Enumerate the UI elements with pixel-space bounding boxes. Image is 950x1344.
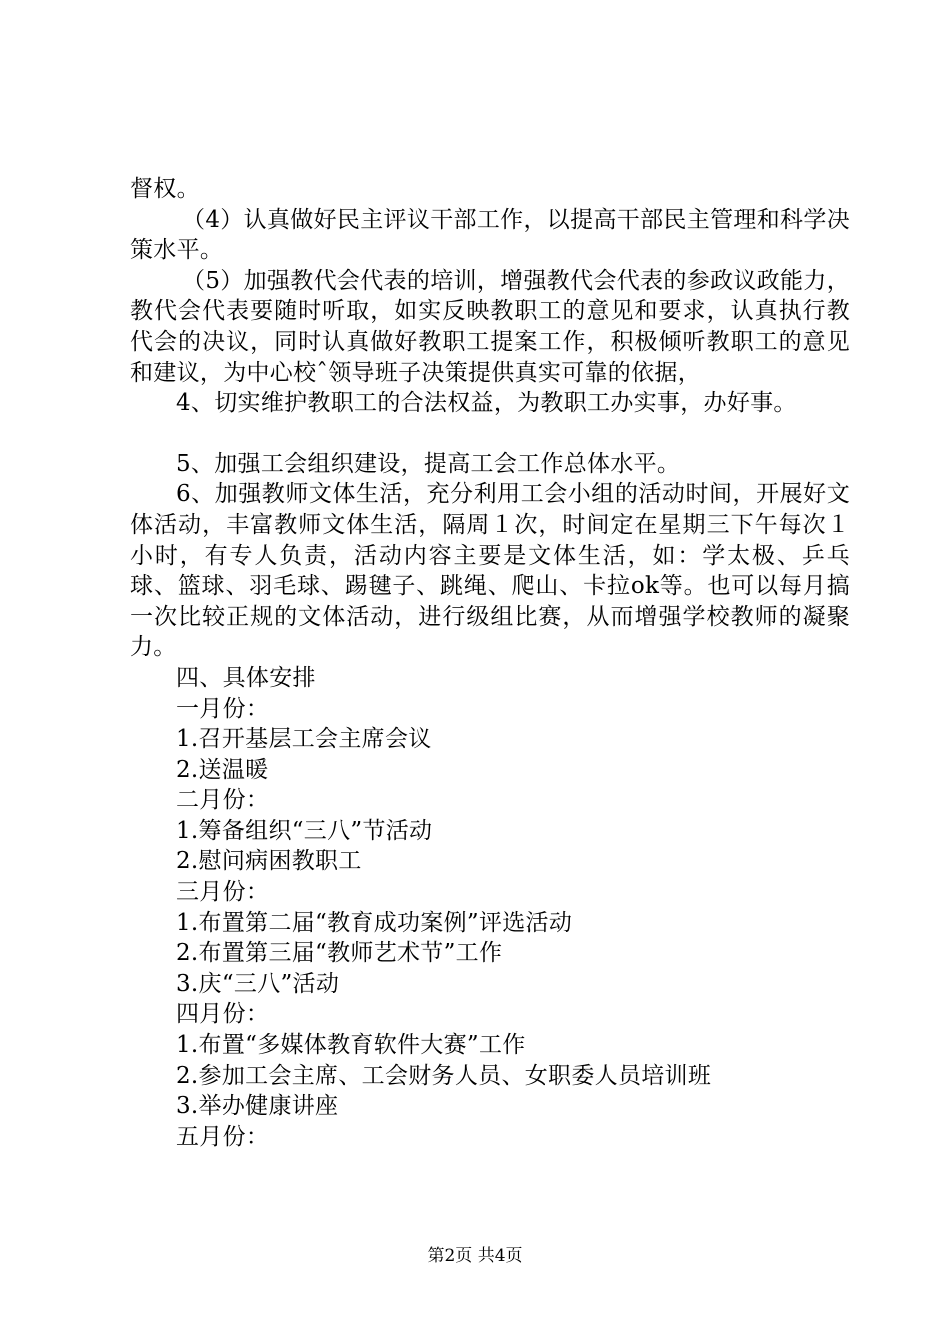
schedule-item: 1.筹备组织“三八”节活动 xyxy=(176,817,433,844)
schedule-item: 2.慰问病困教职工 xyxy=(176,848,362,875)
schedule-month-feb: 二月份： xyxy=(176,787,270,814)
schedule-heading: 四、具体安排 xyxy=(176,664,316,691)
schedule-item: 1.布置“多媒体教育软件大赛”工作 xyxy=(176,1032,526,1059)
paragraph-item-5: （5）加强教代会代表的培训，增强教代会代表的参政议政能力，教代会代表要随时听取，如实反映教职工的意见和要求，认真执行教代会的决议，同时认真做好教职工提案工作，积极倾听教职工的意见和建议，为中心校ˆ领导班子决策提供真实可靠的依据， xyxy=(130,267,850,386)
document-body xyxy=(130,174,850,1152)
schedule-month-jan: 一月份： xyxy=(176,695,270,722)
schedule-item: 2.送温暖 xyxy=(176,756,269,783)
schedule-item: 1.召开基层工会主席会议 xyxy=(176,726,432,753)
paragraph-section-4: 4、切实维护教职工的合法权益，为教职工办实事，办好事。 xyxy=(176,390,797,417)
schedule-item: 1.布置第二届“教育成功案例”评选活动 xyxy=(176,909,573,936)
paragraph-section-6: 6、加强教师文体生活，充分利用工会小组的活动时间，开展好文体活动，丰富教师文体生活，隔周１次，时间定在星期三下午每次１小时，有专人负责，活动内容主要是文体生活，如：学太极、乒乓球、篮球、羽毛球、踢毽子、跳绳、爬山、卡拉ok等。也可以每月搞一次比较正规的文体活动，进行级组比赛，从而增强学校教师的凝聚力。 xyxy=(130,481,850,661)
schedule-item: 2.参加工会主席、工会财务人员、女职委人员培训班 xyxy=(176,1062,712,1089)
schedule-month-may: 五月份： xyxy=(176,1123,270,1150)
schedule-month-apr: 四月份： xyxy=(176,1001,270,1028)
schedule-month-mar: 三月份： xyxy=(176,879,270,906)
paragraph-continuation: 督权。 xyxy=(130,176,200,202)
schedule-item: 3.举办健康讲座 xyxy=(176,1093,339,1120)
schedule-item: 2.布置第三届“教师艺术节”工作 xyxy=(176,940,503,967)
schedule-item: 3.庆“三八”活动 xyxy=(176,970,340,997)
paragraph-item-4: （4）认真做好民主评议干部工作，以提高干部民主管理和科学决策水平。 xyxy=(130,206,850,264)
paragraph-section-5: 5、加强工会组织建设，提高工会工作总体水平。 xyxy=(176,450,681,477)
page-number-footer: 第2页 共4页 xyxy=(427,1246,523,1266)
